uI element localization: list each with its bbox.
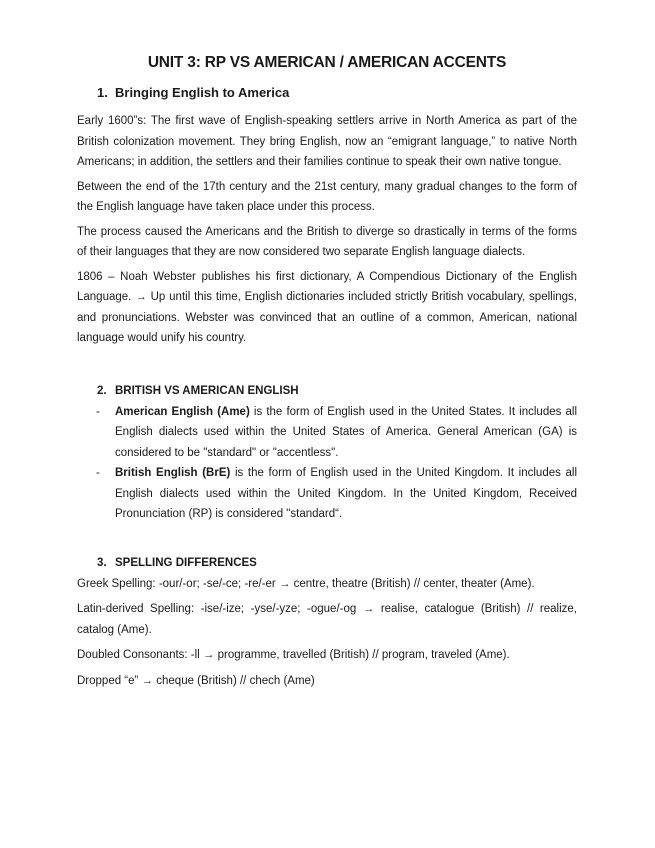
list-dash: - xyxy=(96,405,100,418)
section-3-number: 3. xyxy=(97,556,107,569)
list-dash: - xyxy=(96,467,100,479)
section-3-heading xyxy=(77,555,577,571)
section-1-title: Bringing English to America xyxy=(115,85,290,100)
section-1-heading xyxy=(77,83,577,103)
paragraph-divergence: The process caused the Americans and the British to diverge so drastically in terms of the forms of their languages that they are now considered two separate English language dialects. xyxy=(77,225,577,258)
paragraph-webster-1806: 1806 – Noah Webster publishes his first dictionary, A Compendious Dictionary of the English Language. → Up until this time, English dictionaries included strictly British vocabulary, spellings, and pronunciations. Webster was convinced that an outline of a common, American, national language would unify his country. xyxy=(77,270,577,344)
spelling-greek: Greek Spelling: -our/-or; -se/-ce; -re/-er → centre, theatre (British) // center, theater (Ame). xyxy=(77,577,535,590)
list-item-british-english xyxy=(77,463,577,525)
spelling-doubled-consonants: Doubled Consonants: -ll → programme, travelled (British) // program, traveled (Ame). xyxy=(77,649,510,661)
section-3-title: SPELLING DIFFERENCES xyxy=(115,556,257,569)
section-2-title: BRITISH VS AMERICAN ENGLISH xyxy=(115,384,299,397)
section-2-number: 2. xyxy=(97,384,107,397)
paragraph-17th-21st-century: Between the end of the 17th century and the 21st century, many gradual changes to the form of the English language have taken place under this process. xyxy=(77,180,577,213)
page-title: UNIT 3: RP VS AMERICAN / AMERICAN ACCENTS xyxy=(147,54,507,71)
spelling-dropped-e: Dropped “e” → cheque (British) // chech (Ame) xyxy=(77,674,315,687)
term-british-english: British English (BrE) xyxy=(115,467,231,479)
definition-british-english: is the form of English used in the United Kingdom. It includes all English dialects used within the United Kingdom. In the United Kingdom, Received Pronunciation (RP) is considered "standard“. xyxy=(115,467,577,520)
list-item-american-english xyxy=(77,402,577,464)
spelling-latin-derived: Latin-derived Spelling: -ise/-ize; -yse/-yze; -ogue/-og → realise, catalogue (British) // realize, catalog (Ame). xyxy=(77,603,577,636)
dialect-definition-list xyxy=(77,402,577,525)
spelling-differences-list xyxy=(77,574,577,692)
document-page xyxy=(77,52,577,696)
definition-american-english: is the form of English used in the United States. It includes all English dialects used within the United States of America. General American (GA) is considered to be "standard" or "accentless". xyxy=(115,405,577,459)
section-1-number: 1. xyxy=(97,85,108,100)
section-2-heading xyxy=(77,383,577,399)
paragraph-early-1600s: Early 1600”s: The first wave of English-speaking settlers arrive in North America as part of the British colonization movement. They bring English, now an “emigrant language,” to native North Americans; in addition, the settlers and their families continue to speak their own native tongue. xyxy=(77,115,577,168)
term-american-english: American English (Ame) xyxy=(115,405,250,418)
